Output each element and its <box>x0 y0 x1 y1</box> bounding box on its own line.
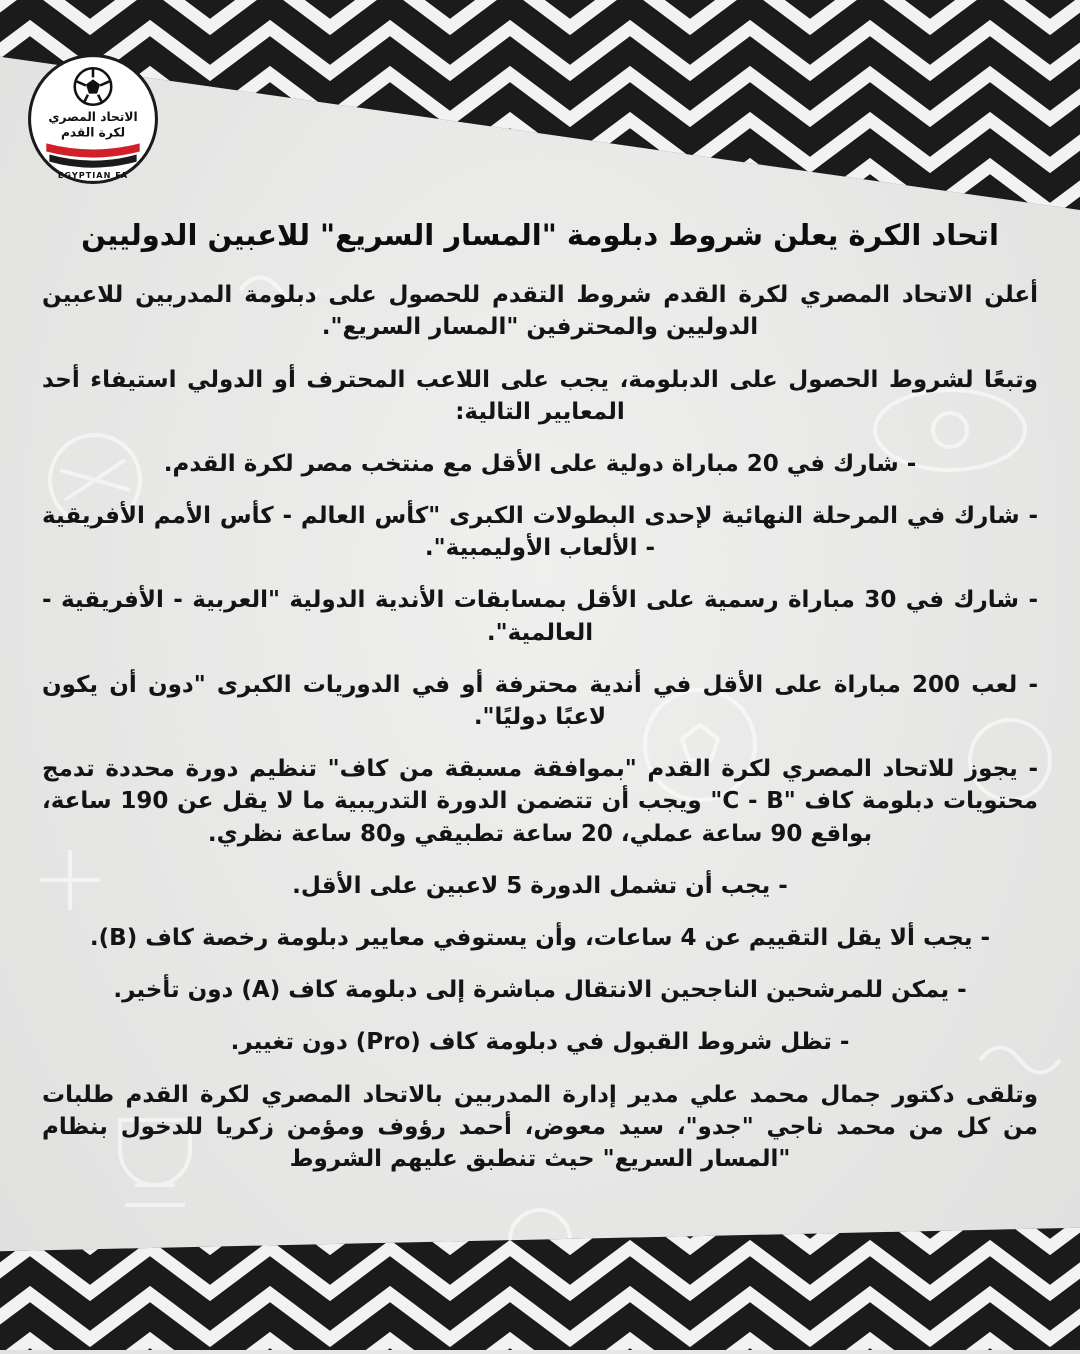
bullet-caf-course: - يجوز للاتحاد المصري لكرة القدم "بموافقة مسبقة من كاف" تنظيم دورة محددة تدمج محتويات دبلومة كاف "C - B" ويجب أن تتضمن الدورة التدريبية ما لا يقل عن 190 ساعة، بواقع 90 ساعة عملي، 20 ساعة تطبيقي و80 ساعة نظري. <box>42 756 1038 847</box>
logo-arabic-name-line2: لكرة القدم <box>60 125 126 140</box>
criteria-intro-paragraph: وتبعًا لشروط الحصول على الدبلومة، يجب على اللاعب المحترف أو الدولي استيفاء أحد المعايير التالية: <box>42 366 1038 425</box>
efa-logo-graphic <box>26 52 160 186</box>
logo-arabic-name-line1: الاتحاد المصري <box>48 110 138 125</box>
bullet-diploma-a-transition: - يمكن للمرشحين الناجحين الانتقال مباشرة إلى دبلومة كاف (A) دون تأخير. <box>113 977 967 1004</box>
bullet-30-club-matches: - شارك في 30 مباراة رسمية على الأقل بمسابقات الأندية الدولية "العربية - الأفريقية - العالمية". <box>42 587 1038 646</box>
bullet-20-international-matches: - شارك في 20 مباراة دولية على الأقل مع منتخب مصر لكرة القدم. <box>163 450 917 477</box>
bullet-major-tournaments: - شارك في المرحلة النهائية لإحدى البطولات الكبرى "كأس العالم - كأس الأمم الأفريقية - الألعاب الأوليمبية". <box>42 503 1038 562</box>
efa-logo <box>26 52 160 186</box>
article-title: اتحاد الكرة يعلن شروط دبلومة "المسار السريع" للاعبين الدوليين <box>81 218 999 252</box>
intro-paragraph: أعلن الاتحاد المصري لكرة القدم شروط التقدم للحصول على دبلومة المدربين للاعبين الدوليين والمحترفين "المسار السريع". <box>42 282 1038 341</box>
announcement-article <box>42 216 1038 1195</box>
bullet-5-players-minimum: - يجب أن تشمل الدورة 5 لاعبين على الأقل. <box>292 872 788 899</box>
closing-paragraph: وتلقى دكتور جمال محمد علي مدير إدارة المدربين بالاتحاد المصري لكرة القدم طلبات من كل من محمد ناجي "جدو"، سيد معوض، أحمد رؤوف ومؤمن زكريا للدخول بنظام "المسار السريع" حيث تنطبق عليهم الشروط <box>42 1081 1038 1172</box>
bullet-diploma-pro-unchanged: - تظل شروط القبول في دبلومة كاف (Pro) دون تغيير. <box>230 1029 850 1056</box>
bullet-200-matches: - لعب 200 مباراة على الأقل في أندية محترفة أو في الدوريات الكبرى "دون أن يكون لاعبًا دوليًا". <box>42 671 1038 731</box>
bullet-evaluation-requirements: - يجب ألا يقل التقييم عن 4 ساعات، وأن يستوفي معايير دبلومة رخصة كاف (B). <box>89 924 991 951</box>
logo-english-name: EGYPTIAN FA <box>57 169 129 180</box>
soccer-ball-icon <box>75 68 112 105</box>
